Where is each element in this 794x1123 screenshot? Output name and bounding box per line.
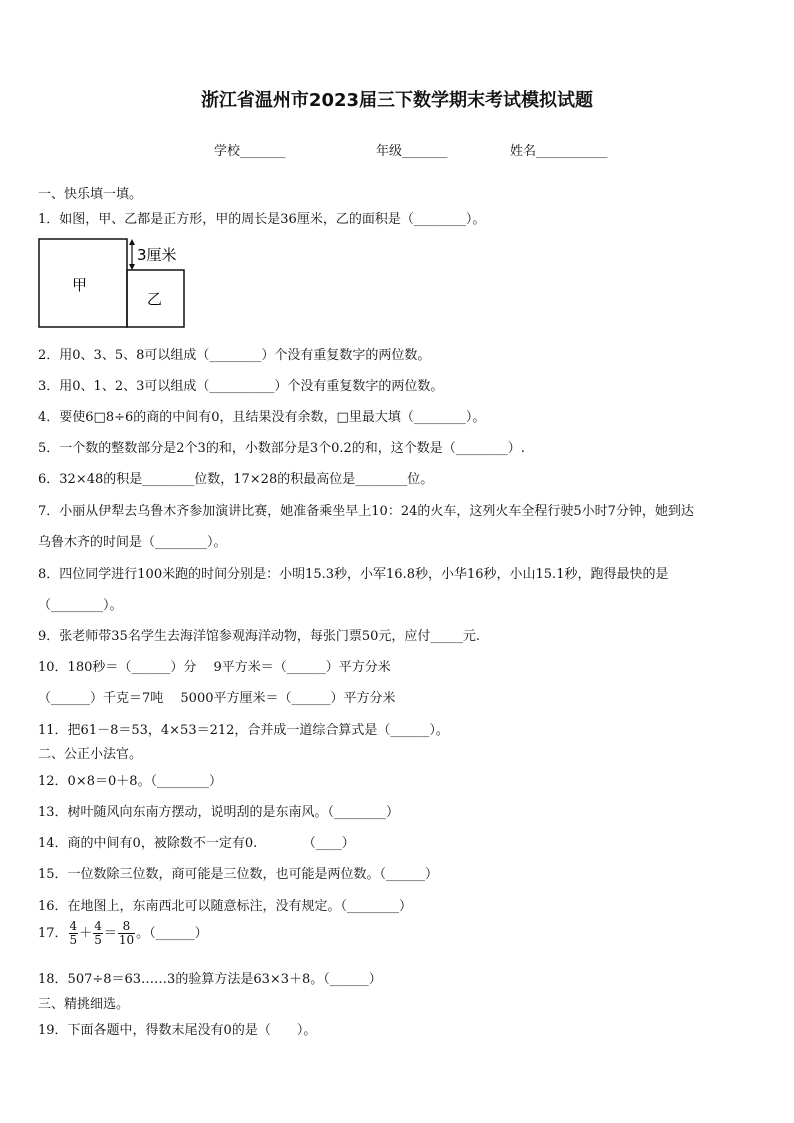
fraction-1-den: 5	[69, 933, 78, 947]
square-figure	[38, 236, 190, 330]
question-2: 2．用0、3、5、8可以组成（________）个没有重复数字的两位数。	[38, 348, 431, 363]
question-6: 6．32×48的积是________位数，17×28的积最高位是________位。	[38, 472, 434, 487]
question-19: 19．下面各题中，得数末尾没有0的是（ ）。	[38, 1023, 317, 1038]
section-heading-3: 三、精挑细选。	[38, 997, 130, 1012]
question-16: 16．在地图上，东南西北可以随意标注，没有规定。（________）	[38, 899, 413, 914]
fraction-3	[118, 920, 135, 947]
grade-field: 年级_______	[376, 144, 448, 159]
school-field: 学校_______	[214, 144, 286, 159]
question-17	[38, 920, 208, 947]
question-12: 12．0×8＝0＋8。（________）	[38, 774, 223, 789]
question-13: 13．树叶随风向东南方摆动，说明刮的是东南风。（________）	[38, 805, 400, 820]
fraction-3-num: 8	[118, 920, 135, 934]
question-5: 5．一个数的整数部分是2个3的和，小数部分是3个0.2的和，这个数是（________）.	[38, 441, 525, 456]
label-yi: 乙	[147, 290, 163, 308]
question-14: 14．商的中间有0，被除数不一定有0. （____）	[38, 836, 355, 851]
question-4: 4．要使6□8÷6的商的中间有0，且结果没有余数，□里最大填（________）。	[38, 410, 486, 425]
label-3cm: 3厘米	[137, 246, 177, 264]
fraction-2	[93, 920, 103, 947]
fraction-2-den: 5	[94, 933, 102, 947]
fraction-2-num: 4	[94, 919, 102, 933]
arrow-up-icon	[129, 239, 135, 245]
fraction-1	[69, 920, 79, 947]
question-7-line-2: 乌鲁木齐的时间是（________）。	[38, 535, 227, 550]
q17-plus: ＋	[79, 926, 93, 941]
page-title: 浙江省温州市2023届三下数学期末考试模拟试题	[200, 90, 594, 111]
name-field: 姓名___________	[510, 144, 608, 159]
question-7-line-1: 7．小丽从伊犁去乌鲁木齐参加演讲比赛，她准备乘坐早上10：24的火车，这列火车全程行驶5小时7分钟，她到达	[38, 504, 694, 519]
question-10-line-2: （______）千克＝7吨 5000平方厘米＝（______）平方分米	[38, 691, 396, 706]
q17-suffix: 。（______）	[136, 926, 208, 941]
question-8-line-2: （________）。	[38, 598, 123, 613]
q17-prefix: 17．	[38, 926, 68, 941]
question-11: 11．把61－8＝53，4×53＝212，合并成一道综合算式是（______）。	[38, 723, 449, 738]
q17-equals: ＝	[103, 926, 117, 941]
section-heading-1: 一、快乐填一填。	[38, 187, 143, 202]
section-heading-2: 二、公正小法官。	[38, 747, 143, 762]
fraction-3-den: 10	[118, 933, 135, 947]
fraction-1-num: 4	[69, 919, 78, 933]
question-9: 9．张老师带35名学生去海洋馆参观海洋动物，每张门票50元，应付_____元.	[38, 629, 480, 644]
arrow-down-icon	[129, 264, 135, 270]
label-jia: 甲	[72, 276, 88, 294]
question-3: 3．用0、1、2、3可以组成（__________）个没有重复数字的两位数。	[38, 379, 444, 394]
question-15: 15．一位数除三位数，商可能是三位数，也可能是两位数。（______）	[38, 867, 439, 882]
question-8-line-1: 8．四位同学进行100米跑的时间分别是：小明15.3秒，小军16.8秒，小华16秒，小山15.1秒，跑得最快的是	[38, 567, 669, 582]
question-18: 18．507÷8＝63……3的验算方法是63×3＋8。（______）	[38, 972, 382, 987]
question-1: 1．如图，甲、乙都是正方形，甲的周长是36厘米，乙的面积是（________）。	[38, 212, 486, 227]
question-10-line-1: 10．180秒＝（______）分 9平方米＝（______）平方分米	[38, 660, 391, 675]
